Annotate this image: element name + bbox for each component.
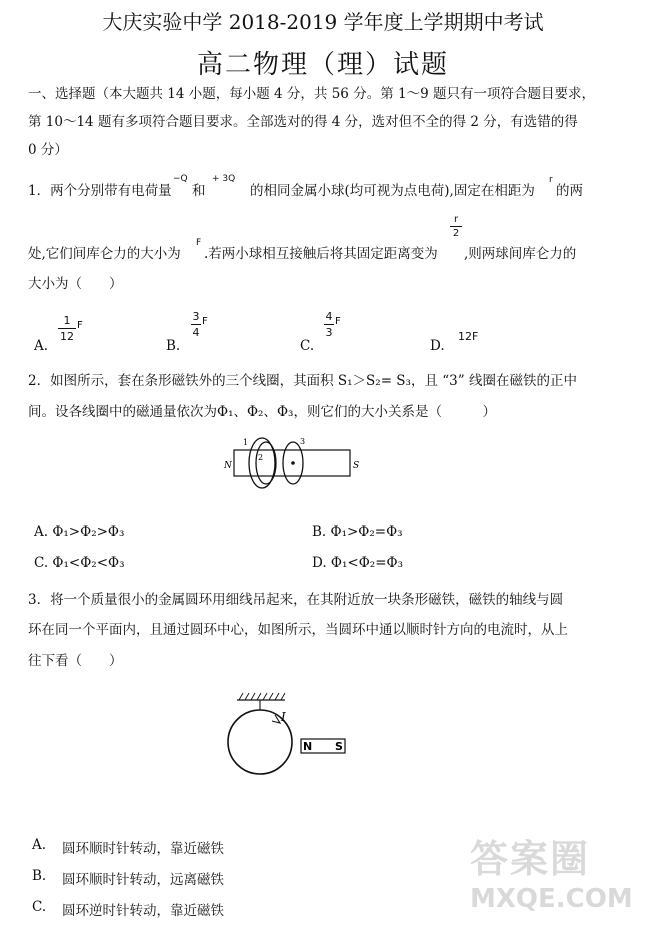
q2-option-b: B. Φ₁>Φ₂=Φ₃ — [312, 524, 403, 540]
q2-option-d: D. Φ₁<Φ₂=Φ₃ — [312, 555, 403, 571]
q1-option-c-fraction — [324, 310, 334, 339]
magnet-n-label: N — [303, 740, 313, 753]
q3-option-b: 圆环顺时针转动，远离磁铁 — [62, 872, 224, 888]
q3-option-c: 圆环逆时针转动，靠近磁铁 — [62, 903, 224, 919]
q3-option-a-letter: A. — [32, 837, 47, 853]
ring-magnet-figure — [225, 690, 355, 780]
q1-charge-1: −Q — [173, 174, 188, 184]
q1-charge-2: + 3Q — [212, 174, 236, 184]
center-dot — [291, 461, 295, 465]
coil-2-label: 2 — [258, 453, 264, 462]
q1-option-c-letter: C. — [300, 338, 315, 354]
q1-line2-a: 处,它们间库仑力的大小为 — [28, 246, 181, 262]
q3-option-b-letter: B. — [32, 868, 47, 884]
q2-option-c: C. Φ₁<Φ₂<Φ₃ — [34, 555, 125, 571]
q1-option-b-suffix: F — [202, 316, 208, 327]
q2-line-1: 2．如图所示，套在条形磁铁外的三个线圈，其面积 S₁＞S₂= S₃，且 “3” 线圈在磁铁的正中 — [28, 373, 577, 389]
q1-option-c-suffix: F — [335, 316, 341, 327]
q1-text-a: 1．两个分别带有电荷量 — [28, 183, 172, 199]
frac-numerator: r — [453, 214, 459, 225]
instructions-line-2: 第 10～14 题有多项符合题目要求。全部选对的得 4 分，选对但不全的得 2 分，有选错的得 — [28, 114, 578, 130]
frac-numerator: 1 — [63, 314, 71, 327]
q1-option-d-letter: D. — [430, 338, 445, 354]
watermark-domain: MXQE.COM — [470, 884, 633, 914]
ceiling-hatching — [239, 693, 285, 700]
q1-fraction-r-over-2 — [450, 214, 462, 239]
q3-line-1: 3．将一个质量很小的金属圆环用细线吊起来，在其附近放一块条形磁铁，磁铁的轴线与圆 — [28, 592, 564, 608]
q3-line-2: 环在同一个平面内，且通过圆环中心，如图所示，当圆环中通以顺时针方向的电流时，从上 — [28, 622, 568, 638]
coil-2 — [256, 442, 276, 484]
q1-option-a-suffix: F — [77, 320, 83, 331]
q3-line-3: 往下看（ ） — [28, 653, 123, 669]
coil-3-label: 3 — [300, 437, 306, 446]
q1-option-b-fraction — [191, 310, 201, 339]
frac-numerator: 4 — [325, 310, 333, 323]
q2-line-2: 间。设各线圈中的磁通量依次为Φ₁、Φ₂、Φ₃，则它们的大小关系是（ ） — [28, 404, 496, 420]
magnet-coils-figure — [220, 430, 360, 500]
frac-denominator: 12 — [60, 330, 74, 343]
q1-option-b-letter: B. — [166, 338, 181, 354]
magnet-s-label: S — [335, 740, 343, 753]
instructions-line-1: 一、选择题（本大题共 14 小题，每小题 4 分，共 56 分。第 1～9 题只有一项符合题目要求， — [28, 86, 595, 102]
frac-denominator: 3 — [325, 326, 333, 339]
q1-option-a-letter: A. — [34, 338, 49, 354]
instructions-line-3: 0 分） — [28, 142, 68, 158]
coil-1-label: 1 — [243, 438, 249, 447]
q1-text-b: 的相同金属小球(均可视为点电荷),固定在相距为 — [250, 183, 535, 199]
q1-option-a-fraction — [58, 314, 76, 343]
q1-r: r — [549, 175, 553, 185]
current-label: I — [281, 710, 286, 724]
q1-force-F: F — [196, 238, 202, 248]
q1-line2-b: .若两小球相互接触后将其固定距离变为 — [204, 246, 438, 262]
frac-denominator: 4 — [192, 326, 200, 339]
q3-option-c-letter: C. — [32, 899, 47, 915]
q1-option-d-text: 12F — [458, 330, 479, 343]
q3-option-a: 圆环顺时针转动，靠近磁铁 — [62, 841, 224, 857]
q2-option-a: A. Φ₁>Φ₂>Φ₃ — [34, 524, 125, 540]
q1-text-c: 的两 — [556, 183, 583, 199]
q1-and: 和 — [192, 183, 206, 199]
pole-n-label: N — [224, 461, 232, 471]
frac-numerator: 3 — [192, 310, 200, 323]
q1-line2-c: ,则两球间库仑力的 — [464, 246, 577, 262]
exam-subject-title: 高二物理（理）试题 — [196, 50, 449, 80]
frac-denominator: 2 — [452, 228, 460, 239]
exam-school-title: 大庆实验中学 2018-2019 学年度上学期期中考试 — [102, 10, 544, 34]
q1-line3: 大小为（ ） — [28, 276, 123, 292]
pole-s-label: S — [353, 461, 360, 471]
watermark-logo: 答案圈 — [470, 837, 591, 881]
